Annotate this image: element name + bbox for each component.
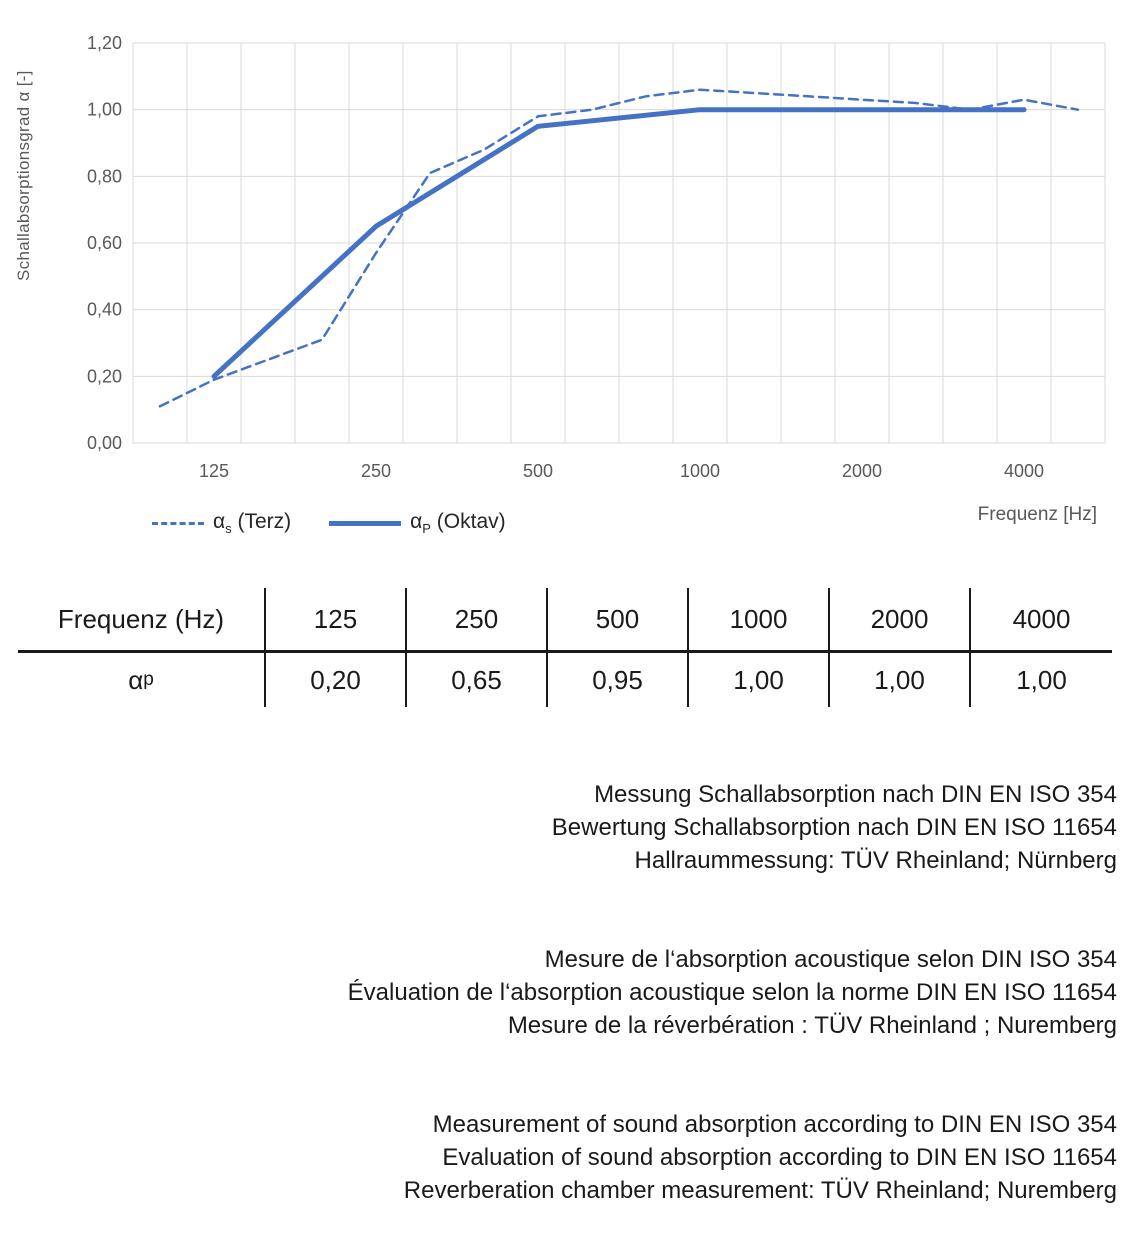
table-header-4000: 4000 bbox=[971, 588, 1112, 653]
note-line: Bewertung Schallabsorption nach DIN EN ISO 11654 bbox=[551, 814, 1117, 841]
table-value-2000: 1,00 bbox=[830, 653, 971, 707]
x-axis-title: Frequenz [Hz] bbox=[977, 504, 1097, 525]
note-line: Messung Schallabsorption nach DIN EN ISO 354 bbox=[594, 781, 1117, 808]
y-tick-label: 0,20 bbox=[86, 366, 122, 387]
table-header-125: 125 bbox=[266, 588, 407, 653]
alpha-p-table bbox=[18, 588, 1112, 707]
table-value-1000: 1,00 bbox=[689, 653, 830, 707]
table-value-125: 0,20 bbox=[266, 653, 407, 707]
table-header-500: 500 bbox=[548, 588, 689, 653]
note-line: Reverberation chamber measurement: TÜV Rheinland; Nuremberg bbox=[403, 1177, 1117, 1204]
table-header-2000: 2000 bbox=[830, 588, 971, 653]
table-header-1000: 1000 bbox=[689, 588, 830, 653]
x-tick-labels bbox=[199, 461, 1044, 481]
y-tick-label: 0,60 bbox=[86, 233, 122, 253]
note-line: Measurement of sound absorption according to DIN EN ISO 354 bbox=[432, 1111, 1117, 1138]
note-line: Hallraummessung: TÜV Rheinland; Nürnberg bbox=[634, 847, 1117, 874]
legend-item-oktav bbox=[329, 510, 505, 536]
notes-french bbox=[0, 943, 1135, 1042]
x-tick-label: 1000 bbox=[679, 461, 721, 481]
notes-english bbox=[0, 1108, 1135, 1207]
y-tick-label: 0,00 bbox=[86, 433, 122, 453]
chart-legend bbox=[152, 510, 506, 536]
table-header-250: 250 bbox=[407, 588, 548, 653]
legend-label-oktav: $\alpha_P$ (Oktav) bbox=[410, 510, 506, 537]
note-line: Évaluation de l‘absorption acoustique selon la norme DIN EN ISO 11654 bbox=[347, 979, 1117, 1006]
y-tick-label: 0,40 bbox=[86, 299, 122, 320]
y-tick-label: 1,20 bbox=[86, 33, 122, 53]
note-line: Evaluation of sound absorption according to DIN EN ISO 11654 bbox=[442, 1144, 1117, 1171]
x-tick-label: 4000 bbox=[1003, 461, 1045, 481]
x-tick-label: 500 bbox=[522, 461, 554, 481]
table-row-label: α p bbox=[18, 653, 266, 707]
legend-item-terz bbox=[152, 510, 291, 536]
absorption-chart bbox=[0, 0, 1135, 560]
y-tick-label: 1,00 bbox=[86, 99, 122, 120]
x-tick-label: 250 bbox=[360, 461, 392, 481]
legend-label-terz: $\alpha_s$ (Terz) bbox=[213, 510, 292, 537]
notes-german bbox=[0, 778, 1135, 877]
dashed-line-swatch bbox=[152, 522, 204, 525]
x-tick-label: 2000 bbox=[841, 461, 883, 481]
table-value-250: 0,65 bbox=[407, 653, 548, 707]
table-value-500: 0,95 bbox=[548, 653, 689, 707]
y-axis-title: Schallabsorptionsgrad α [-] bbox=[14, 70, 33, 282]
solid-line-swatch bbox=[329, 521, 401, 526]
y-tick-label: 0,80 bbox=[86, 166, 122, 187]
x-tick-label: 125 bbox=[198, 461, 230, 481]
table-value-4000: 1,00 bbox=[1016, 664, 1067, 695]
y-tick-labels bbox=[87, 33, 122, 453]
note-line: Mesure de l‘absorption acoustique selon DIN ISO 354 bbox=[544, 946, 1117, 973]
note-line: Mesure de la réverbération : TÜV Rheinland ; Nuremberg bbox=[507, 1012, 1117, 1039]
table-header-frequency: Frequenz (Hz) bbox=[18, 588, 266, 653]
plot-canvas bbox=[0, 0, 1135, 560]
